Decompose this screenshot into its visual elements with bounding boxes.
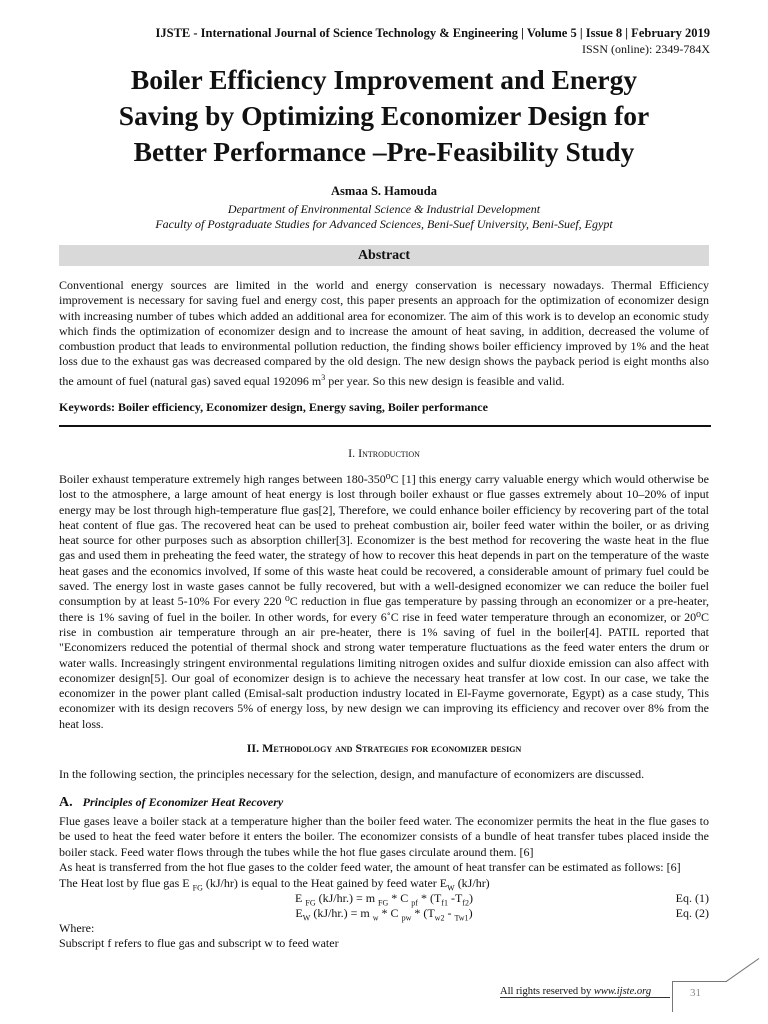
introduction-body: Boiler exhaust temperature extremely high ranges between 180-350⁰C [1] this energy carry valuable energy which would otherwise be lost to the atmosphere, a large amount of heat energy is lost through boiler exhaust or flue gasses extremely about 10‒20% of input energy may be lost through high-temperature flue gas[2], Therefore, we could enhance boiler efficiency by recovering part of the total heat content of flue gas. The recovered heat can be used to preheat combustion air, boiler feed water within the boiler, or as driving heat source for other purposes such as absorption chiller[3]. Economizer is the best method for recovering the waste heat in the flue gas and used them in preheating the feed water, the strategy of how to recover this heat depends in part on the temperature of the waste heat gases and the economics involved, If some of this waste heat could be recovered, a considerable amount of primary fuel could be saved. The energy lost in waste gases cannot be fully recovered, but with a well-designed economizer we can reduce the boiler fuel consumption by at least 5-10% For every 220 ⁰C reduction in flue gas temperature by passing through an economizer or a pre-heater, there is 1% saving of fuel in the boiler. In other words, for every 6˚C rise in feed water temperature through an economizer, or 20⁰C rise in combustion air temperature through an air pre-heater, there is 1% saving of fuel in the boiler[4]. PATIL reported that "Economizers reduced the potential of thermal shock and strong water temperature fluctuations as the feed water enters the drum or water walls. Increasingly stringent environmental regulations limiting nitrogen oxides and sulfur dioxide emission can also affect with economizer design[5]. Our goal of economizer design is to achieve the necessary heat transfer at low cost. In our case, we take the economizer in the power plant called (Emisal-salt production industry located in El-Fayme governorate, Egypt) as a case study, This economizer with its design recovers 5% of energy loss, by new design we can improving its efficiency and recover over 8% from the heat loss.	[59, 472, 709, 731]
abstract-text-end: per year. So this new design is feasible and valid.	[325, 373, 565, 388]
subsection-a-title: Principles of Economizer Heat Recovery	[82, 795, 284, 809]
title-line-2: Saving by Optimizing Economizer Design for	[118, 100, 650, 131]
issn-line: ISSN (online): 2349-784X	[582, 42, 710, 56]
page-box-diagonal	[726, 958, 759, 982]
section-2-title: Methodology and Strategies for economizer design	[262, 741, 522, 755]
equation-1-formula: E $_{FG}$ (kJ/hr.) = m $_{FG}$ * C $_{pf} * (T_{f1}$ $-T_{f2}$)	[295, 891, 473, 908]
footer-rule	[500, 997, 670, 998]
abstract-unit-sup: 3	[321, 372, 326, 382]
equation-1-label: Eq. (1)	[675, 891, 709, 905]
author-name: Asmaa S. Hamouda	[331, 184, 437, 198]
section-2-heading	[59, 741, 709, 756]
equation-2	[59, 906, 709, 921]
section-2-number: II.	[246, 741, 260, 755]
title-line-3: Better Performance –Pre-Feasibility Study	[133, 136, 635, 167]
subscript-note: Subscript f refers to flue gas and subscript w to feed water	[59, 936, 339, 950]
title-line-1: Boiler Efficiency Improvement and Energy	[130, 64, 638, 95]
author-affiliation	[60, 202, 708, 232]
journal-header: IJSTE - International Journal of Science Technology & Engineering | Volume 5 | Issue 8 | February 2019	[155, 26, 710, 40]
abstract-heading: Abstract	[59, 245, 709, 266]
affiliation-faculty: Faculty of Postgraduate Studies for Advanced Sciences, Beni-Suef University, Beni-Suef, Egypt	[155, 217, 613, 231]
footer-site-link[interactable]: www.ijste.org	[593, 986, 652, 997]
heat-balance-line: The Heat lost by flue gas E $_{FG}$ (kJ/hr) is equal to the Heat gained by feed water $E_W$ (kJ/hr)	[59, 876, 490, 893]
paper-title	[60, 62, 708, 170]
equation-2-label: Eq. (2)	[675, 906, 709, 920]
subsection-a-heading	[59, 795, 283, 811]
section-1-title: Introduction	[358, 446, 420, 460]
keywords: Keywords: Boiler efficiency, Economizer design, Energy saving, Boiler performance	[59, 400, 488, 414]
equation-1	[59, 891, 709, 906]
footer-rights-text: All rights reserved by	[500, 986, 594, 997]
footer-rights	[500, 986, 651, 997]
equation-2-formula: $E_W$ (kJ/hr.) = m $_w$ * C $_{pw} * (T_{w2} - _{Tw1})$	[295, 906, 473, 923]
section-divider	[59, 425, 711, 427]
section-2-intro: In the following section, the principles necessary for the selection, design, and manufacture of economizers are discussed.	[59, 767, 645, 781]
subsection-a-letter: A.	[59, 795, 73, 810]
principles-body: Flue gases leave a boiler stack at a temperature higher than the boiler feed water. The economizer permits the heat in the flue gases to be used to heat the feed water before it enters the boiler. The economizer consists of a bundle of heat transfer tubes placed inside the boiler stack. Feed water flows through the tubes while the hot flue gases circulate around them. [6] As heat is transferred from the hot flue gases to the colder feed water, the amount of heat transfer can be estimated as follows: [6]	[59, 814, 709, 874]
abstract-text	[59, 278, 709, 389]
section-1-heading	[59, 446, 709, 461]
page-number: 31	[690, 987, 701, 999]
section-1-number: I.	[348, 446, 356, 460]
abstract-text-main: Conventional energy sources are limited in the world and energy conservation is necessary nowadays. Thermal Efficiency improvement is necessary for saving fuel and energy cost, this paper presents an approach for the optimization of economizer design with increasing number of tubes which added an additional area for economizer. The aim of this work is to develop an economic study which finds the optimization of economizer design and to increase the amount of heat saving, in addition, decreased the volume of combustion product that leads to environmental pollution reduction, the finding shows boiler efficiency improved by 1% and the heat loss due to the exhaust gas was decreased compared by the old design. The new design shows the payback period is eight months also the amount of fuel (natural gas) saved equal 192096 m	[59, 278, 709, 388]
where-label: Where:	[59, 921, 95, 935]
affiliation-department: Department of Environmental Science & Industrial Development	[227, 202, 541, 216]
